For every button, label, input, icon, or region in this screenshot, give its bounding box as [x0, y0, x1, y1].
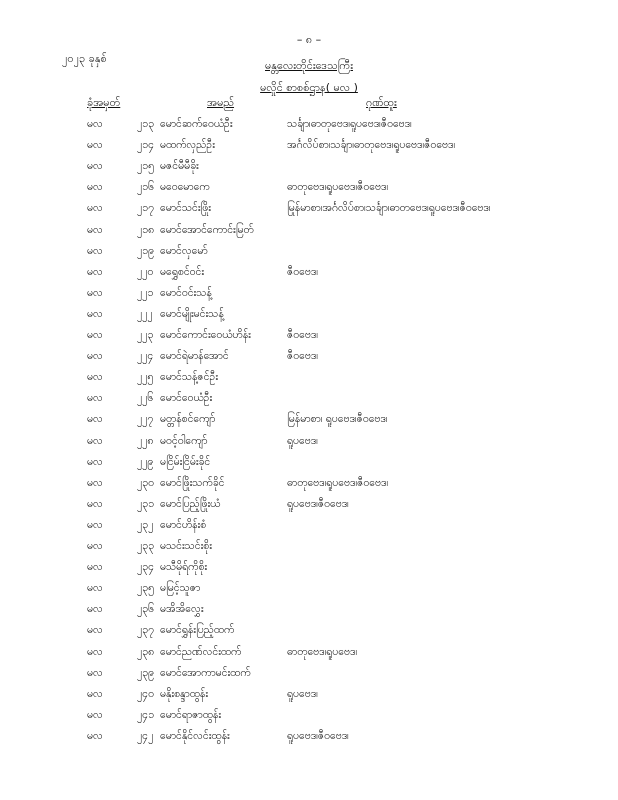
center-code: မလ: [87, 307, 103, 320]
student-name: မောင်အောကာမင်းထက်: [160, 666, 251, 679]
student-name: မတ္တန်စင်ကျော်: [160, 413, 216, 426]
center-code: မလ: [87, 160, 103, 173]
region-title: မန္တလေးတိုင်းဒေသကြီး: [265, 59, 353, 72]
student-name: မောင်အောင်ကောင်းမြတ်: [160, 223, 254, 236]
list-item: [0, 730, 618, 750]
roll-number: ၂၁၉: [137, 244, 154, 257]
roll-number: ၂၁၈: [137, 223, 155, 236]
list-item: [0, 160, 618, 180]
center-code: မလ: [87, 265, 103, 278]
distinctions: ရူပဗေဒ၊: [287, 687, 318, 700]
roll-number: ၂၃၁: [137, 497, 154, 510]
roll-number: ၂၃၇: [137, 624, 154, 637]
roll-number: ၂၃၉: [137, 666, 154, 679]
center-code: မလ: [87, 645, 103, 658]
student-name: မောင်ကောင်းဝေယံဟိန်း: [160, 329, 251, 341]
header-name: အမည်: [207, 96, 235, 109]
student-name: မောင်ဟိန်းစံ: [160, 518, 207, 531]
center-code: မလ: [87, 561, 103, 574]
list-item: [0, 350, 618, 370]
list-item: [0, 498, 618, 518]
distinctions: မြန်မာစာ၊ ရူပဗေဒ၊ဇီဝဗေဒ၊: [287, 413, 388, 426]
student-name: မအိအိလွှေး: [160, 603, 204, 616]
list-item: [0, 308, 618, 328]
student-name: မဝင့်ဝါကျော်: [160, 434, 208, 447]
center-code: မလ: [87, 434, 103, 447]
distinctions: ဇီဝဗေဒ၊: [287, 265, 318, 278]
roll-number: ၂၁၅: [137, 160, 154, 173]
distinctions: ဓာတုဗေဒ၊ရူပဗေဒ၊: [287, 645, 358, 658]
list-item: [0, 667, 618, 687]
center-code: မလ: [87, 286, 103, 299]
student-name: မောင်ရွှန်းပြည့်ထက်: [160, 624, 235, 637]
roll-number: ၂၄၂: [137, 729, 154, 742]
list-item: [0, 688, 618, 708]
roll-number: ၂၃၀: [137, 476, 154, 489]
roll-number: ၂၃၆: [137, 603, 154, 616]
student-name: မသီမိုရ်ကိုစိုး: [160, 561, 208, 574]
center-code: မလ: [87, 582, 103, 595]
student-name: မထက်လှည်ဦး: [160, 139, 215, 152]
center-code: မလ: [87, 624, 103, 637]
list-item: [0, 118, 618, 138]
roll-number: ၂၁၇: [137, 202, 154, 215]
student-name: မောင်ဝေယံဦး: [160, 392, 213, 405]
list-item: [0, 646, 618, 666]
center-code: မလ: [87, 497, 103, 510]
student-name: မသင်းသင်းစိုး: [160, 540, 212, 552]
roll-number: ၂၂၇: [137, 413, 154, 426]
center-code: မလ: [87, 350, 103, 363]
center-code: မလ: [87, 202, 103, 215]
center-code: မလ: [87, 518, 103, 531]
list-item: [0, 224, 618, 244]
list-item: [0, 245, 618, 265]
distinctions: ဓာတုဗေဒ၊ရူပဗေဒ၊ဇီဝဗေဒ၊: [287, 181, 389, 194]
center-code: မလ: [87, 729, 103, 742]
list-item: [0, 603, 618, 623]
roll-number: ၂၄၀: [137, 687, 154, 700]
student-name: မမြင့်သူဇာ: [160, 582, 201, 595]
center-code: မလ: [87, 244, 103, 257]
exam-center-title: မလှိုင် စာစစ်ဌာန( မလ ): [260, 81, 358, 94]
center-code: မလ: [87, 139, 103, 152]
student-name: မောင်ဆက်ဝေယံဦး: [160, 118, 233, 130]
list-item: [0, 624, 618, 644]
list-item: [0, 709, 618, 729]
center-code: မလ: [87, 455, 103, 468]
document-title: [0, 59, 618, 97]
roll-number: ၂၂၃: [137, 329, 154, 341]
roll-number: ၂၂၄: [137, 350, 154, 363]
distinctions: သင်္ချာ၊ဓာတုဗေဒ၊ရူပဗေဒ၊ဇီဝဗေဒ၊: [287, 118, 412, 130]
distinctions: ဇီဝဗေဒ၊: [287, 350, 318, 363]
roll-number: ၂၃၄: [137, 561, 154, 574]
student-name: မရွှေစင်ဝင်း: [160, 265, 205, 278]
header-distinctions: ဂုဏ်ထူး: [366, 96, 397, 109]
list-item: [0, 202, 618, 222]
page-number: – ၈ –: [296, 33, 322, 46]
list-item: [0, 139, 618, 159]
center-code: မလ: [87, 603, 103, 616]
roll-number: ၂၃၃: [137, 540, 154, 552]
list-item: [0, 582, 618, 602]
list-item: [0, 456, 618, 476]
roll-number: ၂၂၉: [137, 455, 154, 468]
distinctions: အင်္ဂလိပ်စာ၊သင်္ချာ၊ဓာတုဗေဒ၊ရူပဗေဒ၊ဇီဝဗေဒ၊: [287, 139, 456, 152]
list-item: [0, 477, 618, 497]
student-name: မောင်ရာဇာထွန်း: [160, 708, 222, 721]
list-item: [0, 392, 618, 412]
student-name: မောင်ဖြိုးသက်ခိုင်: [160, 476, 225, 489]
list-item: [0, 413, 618, 433]
student-name: မဝေမောကေ: [160, 181, 210, 194]
list-item: [0, 287, 618, 307]
roll-number: ၂၂၅: [137, 371, 154, 384]
student-name: မငြိမ်းငြိမ်းခိုင်: [160, 455, 211, 468]
center-code: မလ: [87, 666, 103, 679]
list-item: [0, 561, 618, 581]
student-name: မောင်နိုင်လင်းထွန်း: [160, 729, 230, 742]
student-name: မောင်သင်းဖြိုး: [160, 202, 211, 215]
list-item: [0, 519, 618, 539]
center-code: မလ: [87, 329, 103, 341]
center-code: မလ: [87, 223, 103, 236]
roll-number: ၂၂၆: [137, 392, 154, 405]
student-name: မောင်လှမော်: [160, 244, 208, 257]
roll-number: ၂၃၈: [137, 645, 155, 658]
center-code: မလ: [87, 476, 103, 489]
list-item: [0, 540, 618, 560]
center-code: မလ: [87, 540, 103, 552]
year-label: ၂၀၂၃ ခုနှစ်: [62, 52, 107, 65]
center-code: မလ: [87, 371, 103, 384]
list-item: [0, 181, 618, 201]
roll-number: ၂၄၁: [137, 708, 154, 721]
roll-number: ၂၁၄: [137, 139, 154, 152]
center-code: မလ: [87, 687, 103, 700]
student-name: မနိုးစန္ဒာထွန်း: [160, 687, 208, 700]
distinctions: ရူပဗေဒ၊ဇီဝဗေဒ၊: [287, 497, 349, 510]
center-code: မလ: [87, 708, 103, 721]
list-item: [0, 329, 618, 349]
roll-number: ၂၁၃: [137, 118, 154, 130]
list-item: [0, 435, 618, 455]
roll-number: ၂၁၆: [137, 181, 154, 194]
roll-number: ၂၂၀: [137, 265, 154, 278]
roll-number: ၂၃၅: [137, 582, 154, 595]
roll-number: ၂၂၈: [137, 434, 154, 447]
center-code: မလ: [87, 392, 103, 405]
roll-number: ၂၃၂: [137, 518, 154, 531]
student-name: မောင်ရဲမာန်အောင်: [160, 350, 229, 363]
distinctions: ဇီဝဗေဒ၊: [287, 329, 318, 341]
student-name: မဇင်မီမီခိုး: [160, 160, 199, 173]
roll-number: ၂၂၁: [137, 286, 154, 299]
distinctions: ဓာတုဗေဒ၊ရူပဗေဒ၊ဇီဝဗေဒ၊: [287, 476, 389, 489]
list-item: [0, 371, 618, 391]
center-code: မလ: [87, 118, 103, 130]
distinctions: ရူပဗေဒ၊: [287, 434, 318, 447]
center-code: မလ: [87, 181, 103, 194]
list-item: [0, 266, 618, 286]
distinctions: မြန်မာစာ၊အင်္ဂလိပ်စာ၊သင်္ချာ၊ဓာတုဗေဒ၊ရူပဗေဒ၊ဇီဝဗေဒ၊: [287, 202, 491, 215]
header-roll-number: ခုံအမှတ်: [87, 96, 121, 109]
student-name: မောင်သန့်ဇင်ဦး: [160, 371, 218, 384]
roll-number: ၂၂၂: [137, 307, 153, 320]
center-code: မလ: [87, 413, 103, 426]
student-name: မောင်ဝင်းသန့်: [160, 286, 212, 299]
student-name: မောင်မျိုးမင်းသန့်: [160, 307, 224, 320]
student-name: မောင်ညဏ်လင်းထက်: [160, 645, 242, 658]
student-name: မောင်ပြည့်ဖြိုးယံ: [160, 497, 221, 510]
distinctions: ရူပဗေဒ၊ဇီဝဗေဒ၊: [287, 729, 349, 742]
